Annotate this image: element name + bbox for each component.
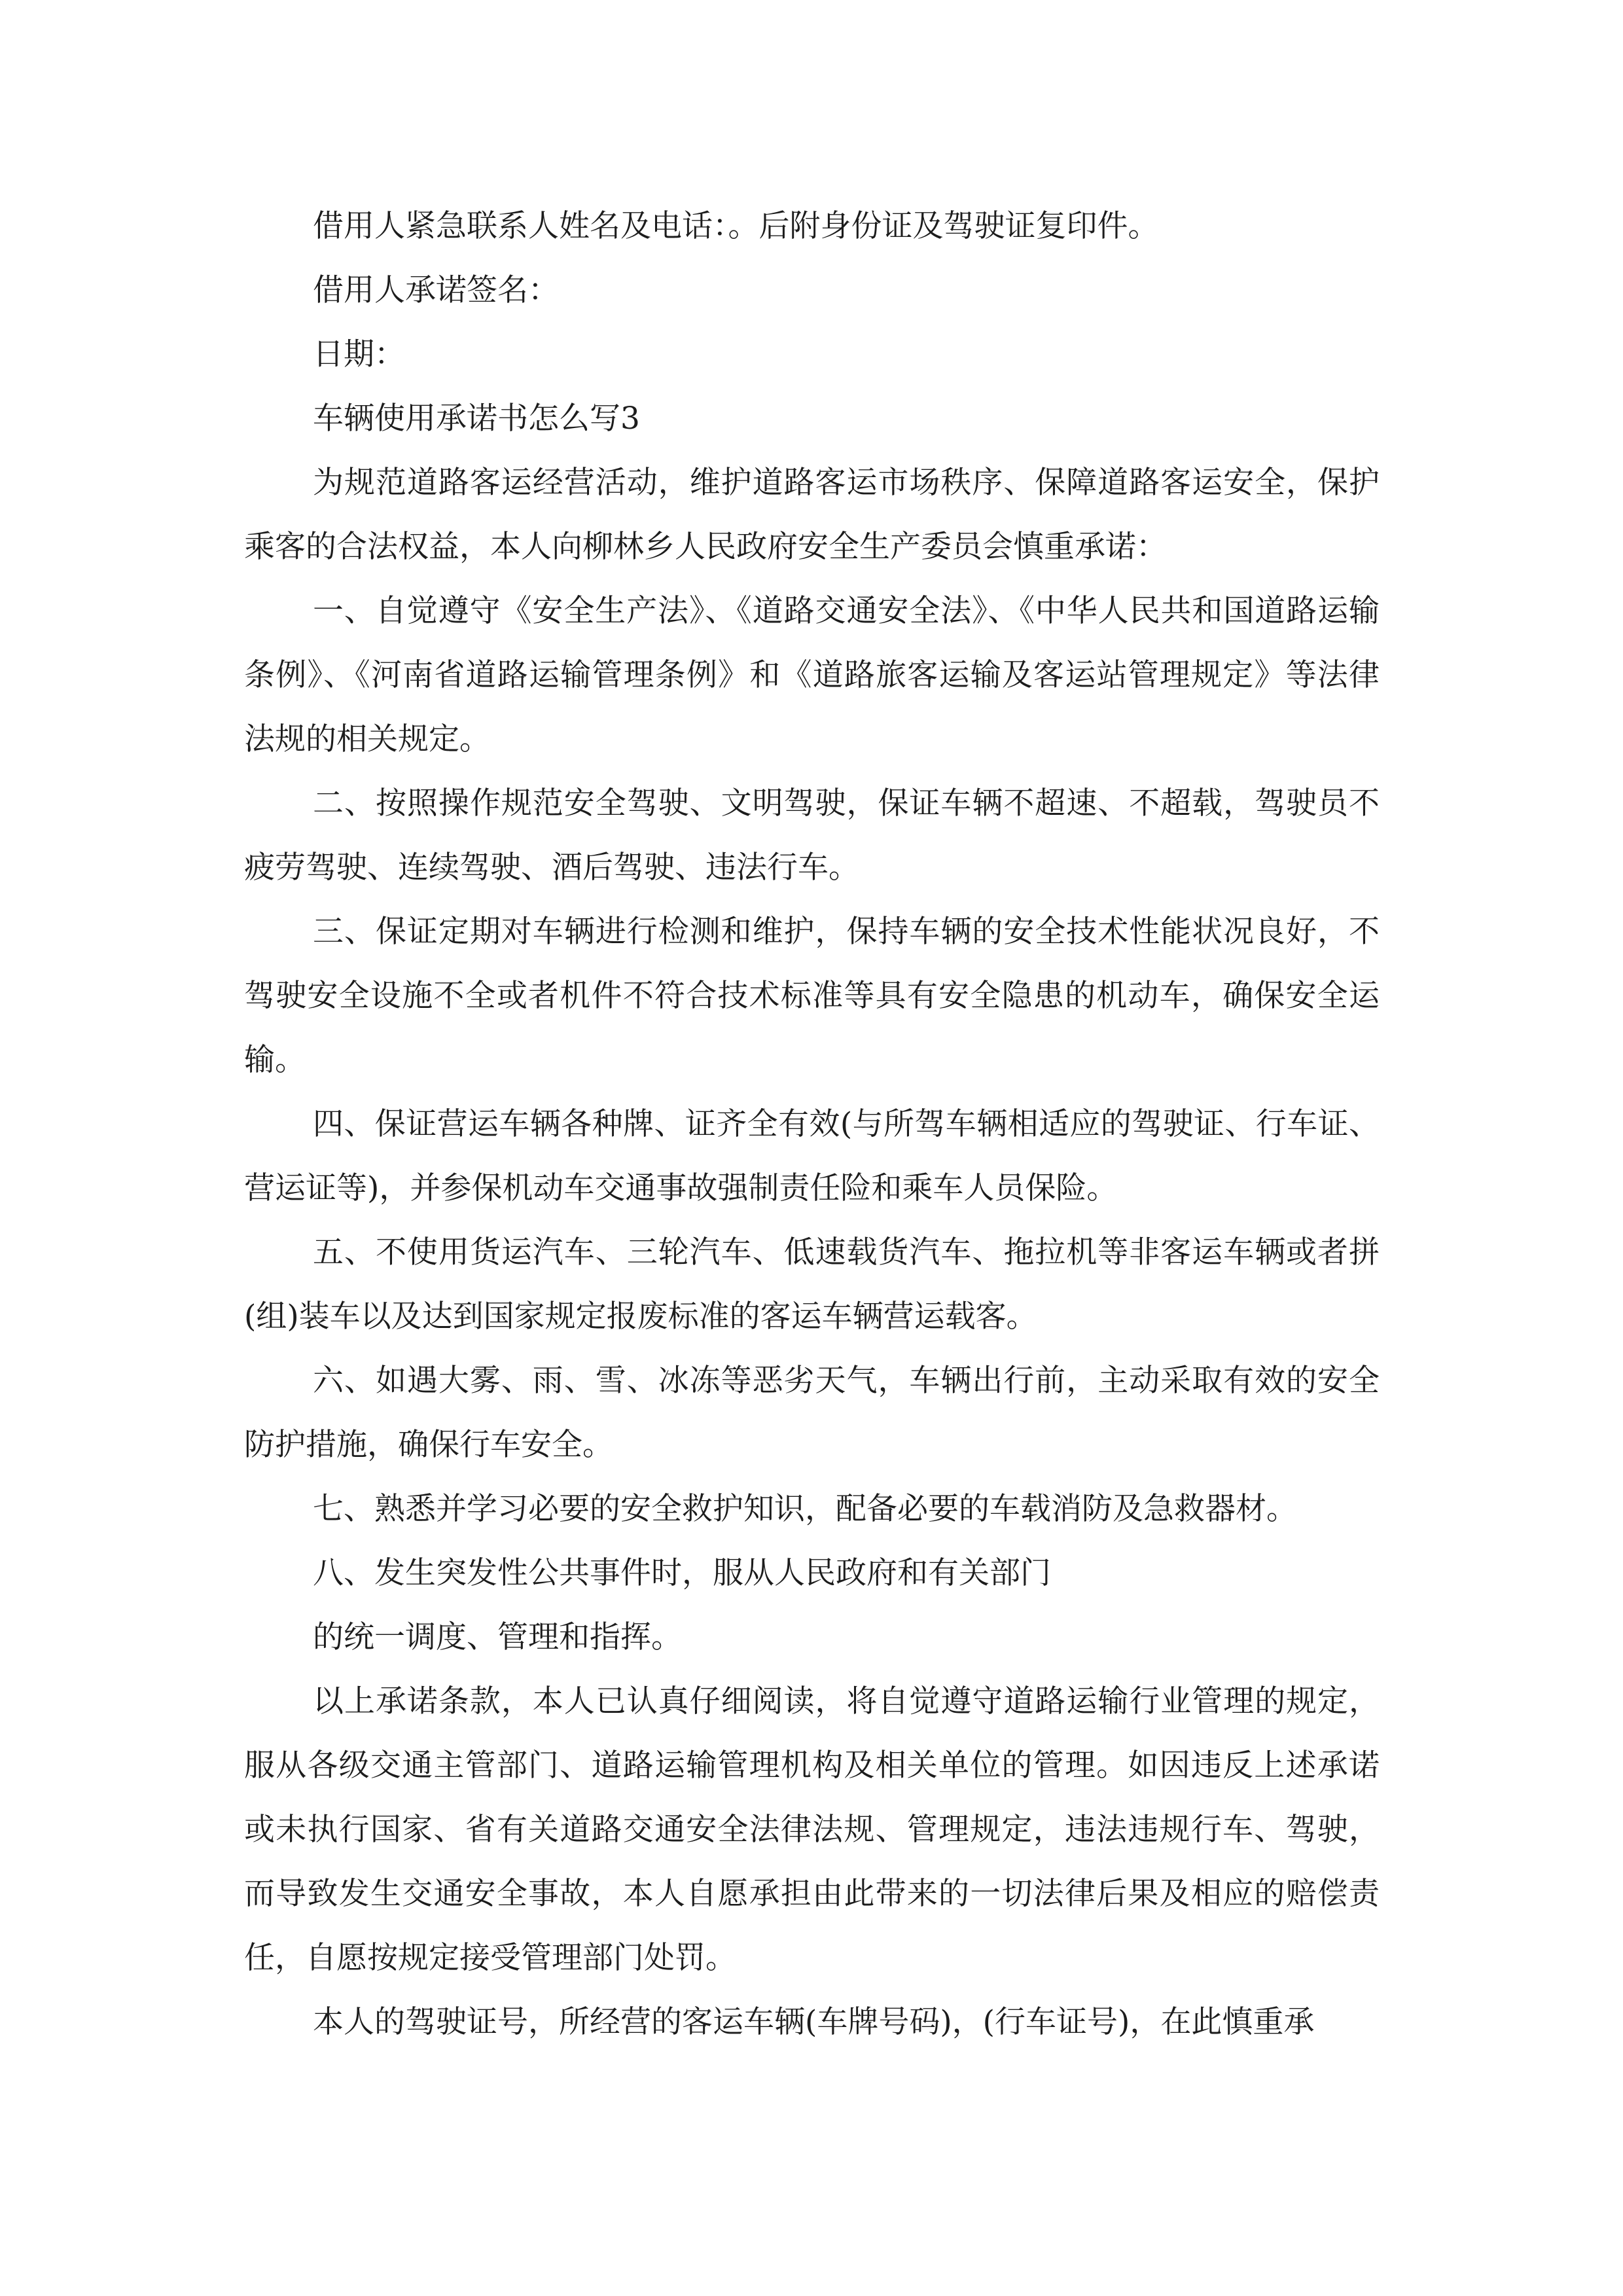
clause-8: 八、发生突发性公共事件时，服从人民政府和有关部门 <box>313 1555 1051 1591</box>
clause-4: 四、保证营运车辆各种牌、证齐全有效(与所驾车辆相适应的驾驶证、行车证、营运证等)，并参保机动车交通事故强制责任险和乘车人员保险。 <box>244 1106 1380 1206</box>
clause-3: 三、保证定期对车辆进行检测和维护，保持车辆的安全技术性能状况良好，不驾驶安全设施不全或者机件不符合技术标准等具有安全隐患的机动车，确保安全运输。 <box>244 914 1380 1078</box>
intro-paragraph: 为规范道路客运经营活动，维护道路客运市场秩序、保障道路客运安全，保护乘客的合法权益，本人向柳林乡人民政府安全生产委员会慎重承诺： <box>244 465 1380 565</box>
clause-1: 一、自觉遵守《安全生产法》、《道路交通安全法》、《中华人民共和国道路运输条例》、《河南省道路运输管理条例》和《道路旅客运输及客运站管理规定》等法律法规的相关规定。 <box>244 593 1380 757</box>
document-body <box>244 194 1380 2054</box>
clause-6: 六、如遇大雾、雨、雪、冰冻等恶劣天气，车辆出行前，主动采取有效的安全防护措施，确保行车安全。 <box>244 1363 1380 1463</box>
commitment-paragraph: 以上承诺条款，本人已认真仔细阅读，将自觉遵守道路运输行业管理的规定，服从各级交通主管部门、道路运输管理机构及相关单位的管理。如因违反上述承诺或未执行国家、省有关道路交通安全法律法规、管理规定，违法违规行车、驾驶，而导致发生交通安全事故，本人自愿承担由此带来的一切法律后果及相应的赔偿责任，自愿按规定接受管理部门处罚。 <box>244 1683 1380 1976</box>
date-line: 日期： <box>313 336 405 372</box>
license-paragraph: 本人的驾驶证号，所经营的客运车辆(车牌号码)，(行车证号)，在此慎重承 <box>313 2004 1315 2040</box>
clause-5: 五、不使用货运汽车、三轮汽车、低速载货汽车、拖拉机等非客运车辆或者拼(组)装车以及达到国家规定报废标准的客运车辆营运载客。 <box>244 1234 1380 1335</box>
clause-7: 七、熟悉并学习必要的安全救护知识，配备必要的车载消防及急救器材。 <box>313 1491 1297 1527</box>
clause-8-continuation: 的统一调度、管理和指挥。 <box>313 1619 682 1655</box>
section-heading: 车辆使用承诺书怎么写3 <box>313 401 640 437</box>
signature-line: 借用人承诺签名： <box>313 272 559 308</box>
clause-2: 二、按照操作规范安全驾驶、文明驾驶，保证车辆不超速、不超载，驾驶员不疲劳驾驶、连续驾驶、酒后驾驶、违法行车。 <box>244 785 1380 886</box>
emergency-contact-line: 借用人紧急联系人姓名及电话：。后附身份证及驾驶证复印件。 <box>313 208 1159 244</box>
